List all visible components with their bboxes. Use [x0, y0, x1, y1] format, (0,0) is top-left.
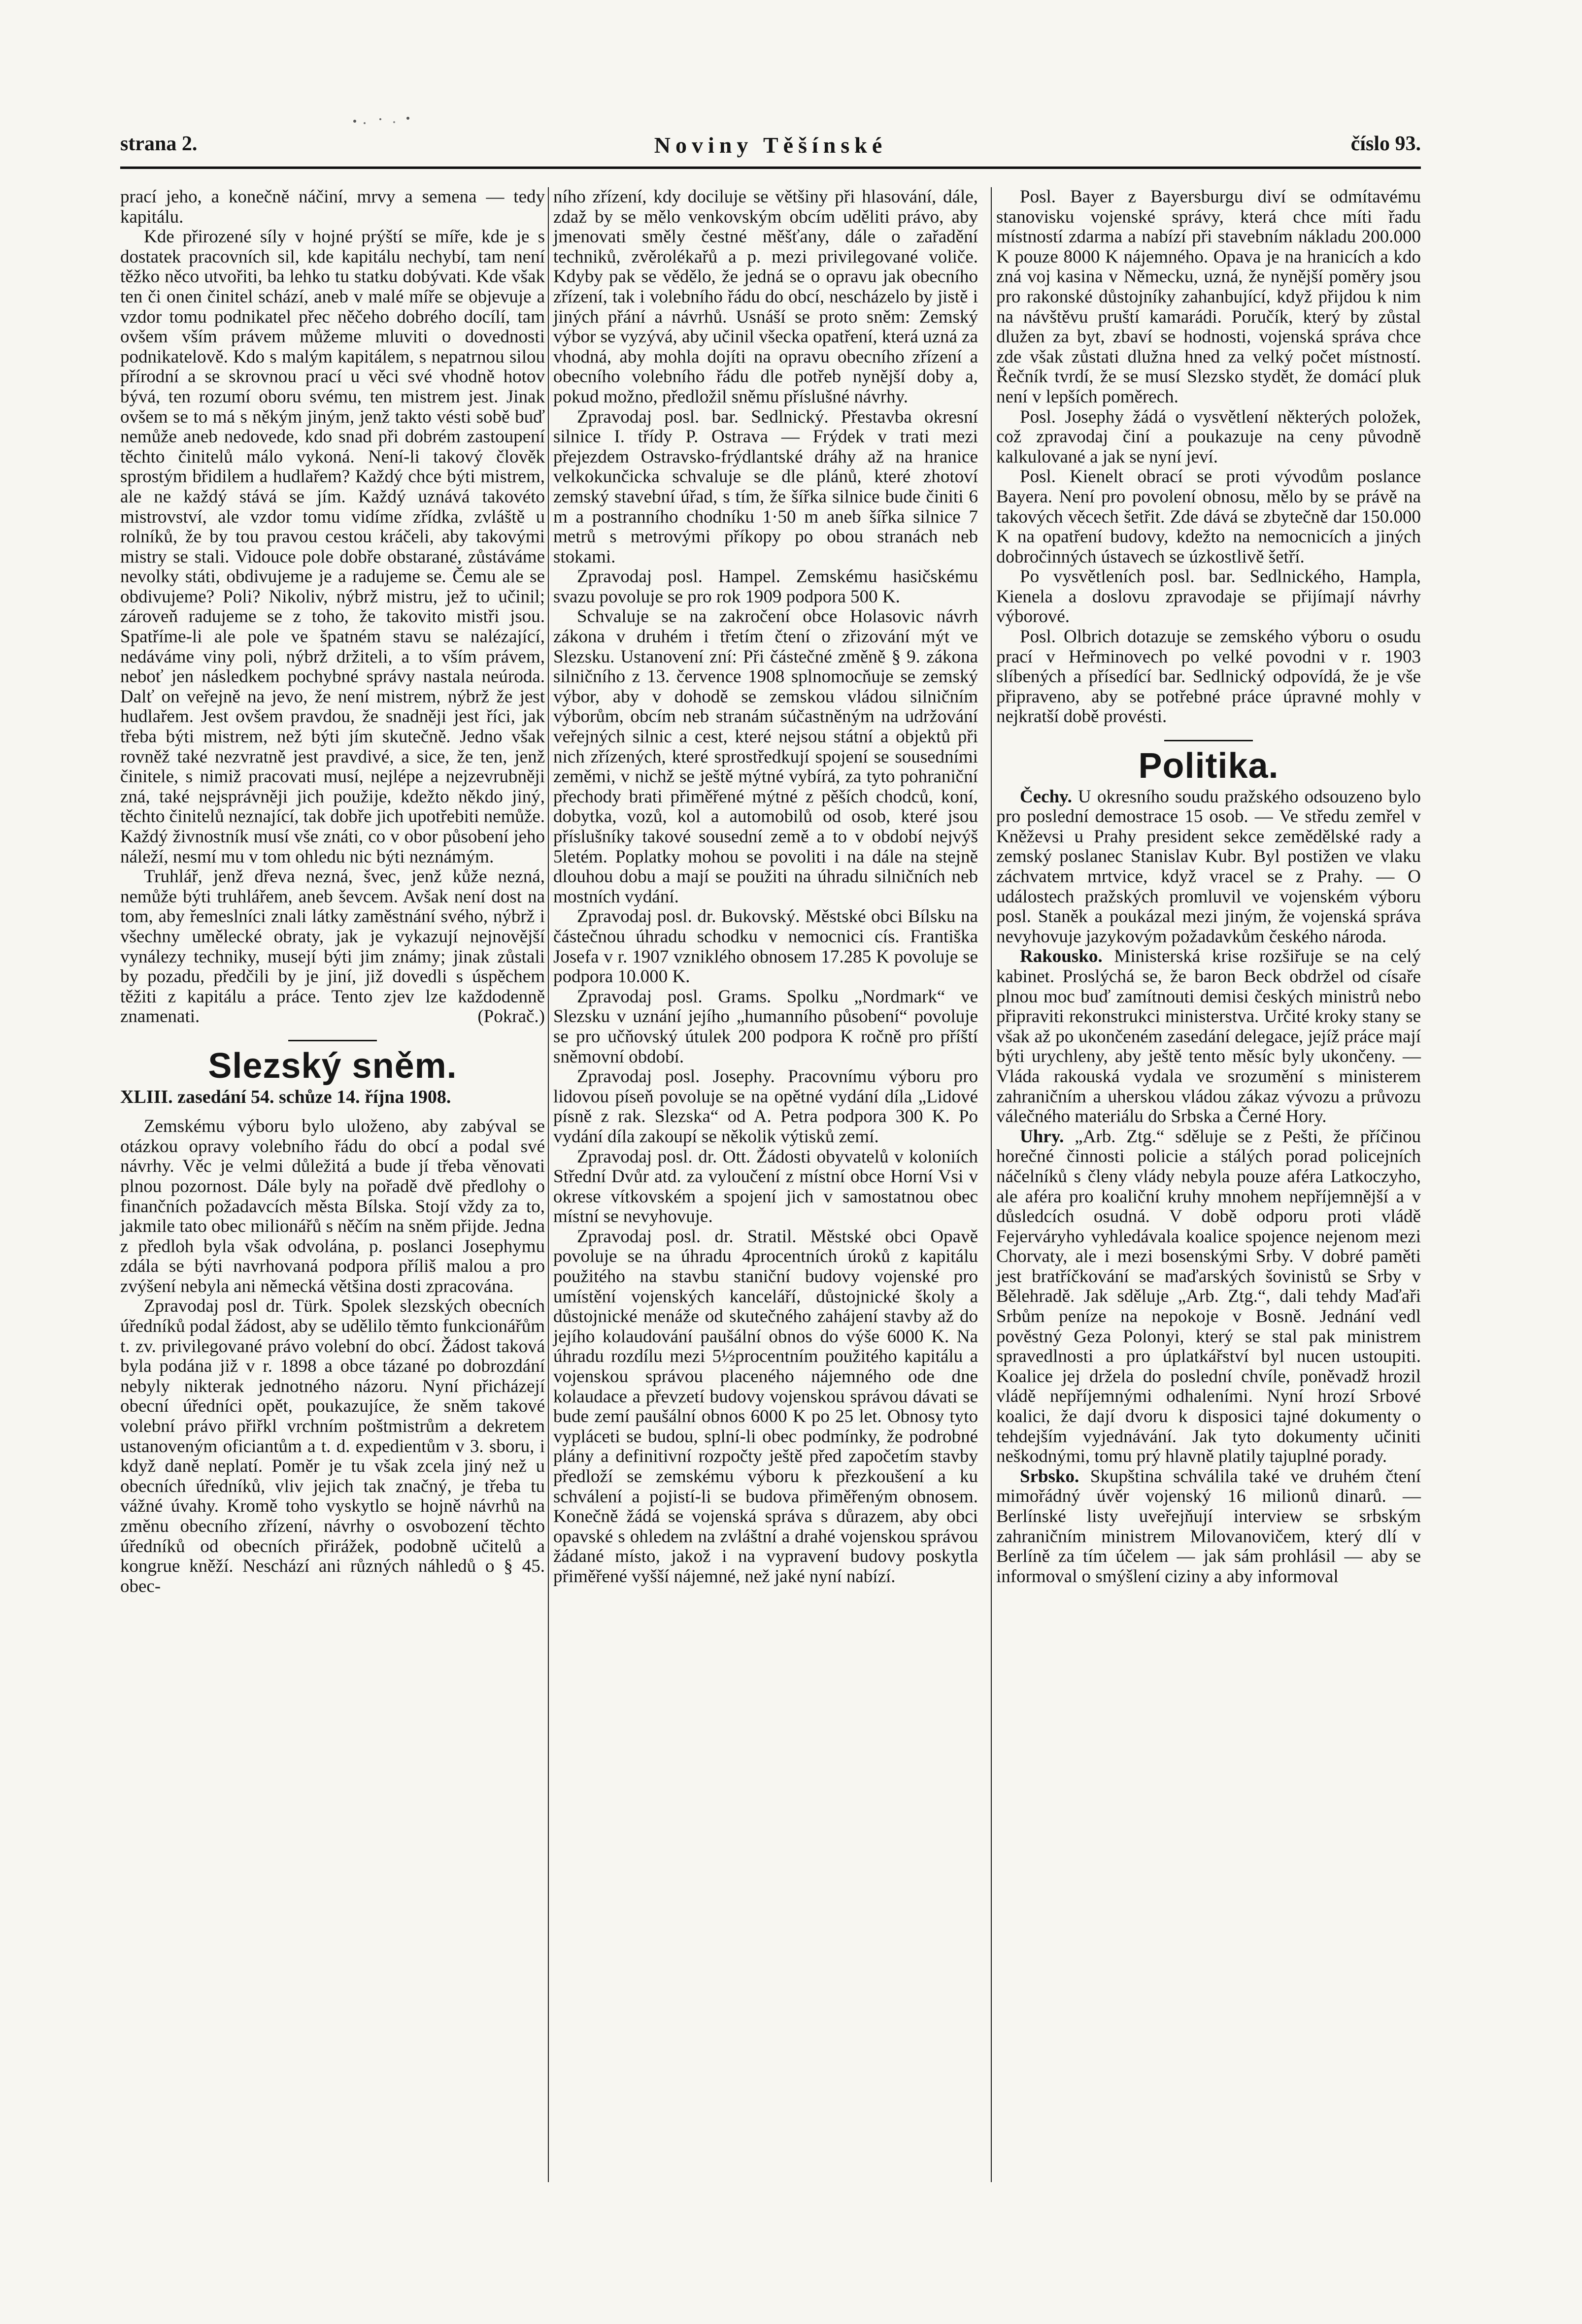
- continued-note: (Pokrač.): [477, 1006, 545, 1027]
- header-rule: [120, 166, 1421, 169]
- paragraph: Zpravodaj posl. bar. Sedlnický. Přestavba okresní silnice I. třídy P. Ostrava — Frýdek v trati mezi přejezdem Ostravsko-frýdlantské dráhy až na hranice velkokunčicka schvaluje se dle plánů, které zhotoví zemský stavební úřad, s tím, že šířka silnice bude činiti 6 m a postranního chodníku 1·50 m aneb šířka silnice 7 metrů s metrovými příkopy po obou stranách neb stokami.: [553, 406, 978, 567]
- paragraph: Posl. Olbrich dotazuje se zemského výboru o osudu prací v Heřminovech po velké povodni v r. 1903 slíbených a přísedící bar. Sedlnický odpovídá, že je vše připraveno, aby se potřebné práce úpravné mohly v nejkratší době provésti.: [996, 627, 1421, 727]
- news-text: Skupština schválila také ve druhém čtení mimořádný úvěr vojenský 16 milionů dinarů. — Berlínské listy uveřejňují interview se srbským zahraničním ministrem Milovanovičem, který dlí v Berlíně za tím účelem — jak sám prohlásil — aby se informoval o smýšlení ciziny a aby informoval: [996, 1466, 1421, 1587]
- news-item-uhry: [996, 1127, 1421, 1467]
- column-3: [996, 187, 1421, 1587]
- paragraph: prací jeho, a konečně náčiní, mrvy a semena — tedy kapitálu.: [120, 187, 545, 227]
- paragraph: Zpravodaj posl. dr. Stratil. Městské obci Opavě povoluje se na úhradu 4procentních úroků z kapitálu použitého na stavbu staniční budovy vojenské pro umístění vojenských kanceláří, důstojnické školy a důstojnické menáže od skutečného zahájení stavby až do jejího kolaudování paušální obnos do výše 6000 K. Na úhradu rozdílu mezi 5½procentním použitého kapitálu a vojenskou správou placeného nájemného ode dne kolaudace a převzetí budovy vojenskou správou dávati se bude zemí paušální obnos 6000 K po 25 let. Obnosy tyto vypláceti se budou, splní-li obec podmínky, že podrobné plány a definitivní rozpočty ještě před započetím stavby předloží se zemskému výboru k přezkoušení a ku schválení a pojistí-li se budova přiměřeným obnosem. Konečně žádá se vojenská správa s důrazem, aby obci opavské s ohledem na zvláštní a drahé vojenskou správou žádané místo, jakož i na vypravení budovy poskytla přiměřené vyšší nájemné, než jaké nyní nabízí.: [553, 1226, 978, 1587]
- news-item-rakousko: [996, 947, 1421, 1127]
- ink-blot-graphic: [345, 112, 419, 127]
- paragraph: Posl. Kienelt obrací se proti vývodům poslance Bayera. Není pro povolení obnosu, mělo by se právě na takových věcech šetřit. Zde dává se zbytečně dar 150.000 K na opatření budovy, kdežto na nemocnicích a jiných dobročinných ústavech se úzkostlivě šetří.: [996, 466, 1421, 567]
- ink-blot: [345, 112, 419, 127]
- paragraph: Po vysvětleních posl. bar. Sedlnického, Hampla, Kienela a doslovu zpravodaje se přijímají návrhy výborové.: [996, 566, 1421, 627]
- paragraph: Zpravodaj posl. Josephy. Pracovnímu výboru pro lidovou píseň povoluje se na opětné vydání díla „Lidové písně z rak. Slezska“ od A. Petra podpora 300 K. Po vydání díla zakoupí se několik výtisků zemí.: [553, 1066, 978, 1147]
- news-text: „Arb. Ztg.“ sděluje se z Pešti, že příčinou horečné činnosti policie a stálých porad policejních náčelníků s členy vlády nebyla pouze aféra Latkoczyho, ale aféra pro koaliční kruhy mnohem nepříjemnější a v důsledcích osudná. V době odporu proti vládě Fejerváryho vyhledávala koalice spojence nejenom mezi Chorvaty, ale i mezi bosenskými Srby. V dobré paměti jest bratříčkování se maďarských šovinistů se Srby v Bělehradě. Jak sděluje „Arb. Ztg.“, dali tehdy Maďaři Srbům peníze na nepokoje v Bosně. Jednání vedl pověstný Geza Polonyi, který se stal pak ministrem spravedlnosti a pro úplatkářství byl nucen ustoupiti. Koalice jej držela do poslední chvíle, poněvadž hrozil vládě nepříjemnými odhaleními. Nyní hrozí Srbové koalici, že dají dvoru k disposici tajné dokumenty o tehdejším vyjednávání. Jak tyto dokumenty učiniti neškodnými, tomu prý hlavně platily tajuplné porady.: [996, 1126, 1421, 1467]
- paragraph: Kde přirozené síly v hojné prýští se míře, kde je s dostatek pracovních sil, kde kapitálu nechybí, tam není těžko něco utvořiti, ba lehko tu statku dobývati. Kde však ten či onen činitel schází, aneb v malé míře se objevuje a vzdor tomu podnikatel přec něčeho dobrého docílí, tam ovšem vším právem můžeme mluviti o dovednosti podnikatelově. Kdo s malým kapitálem, s nepatrnou silou přírodní a se skrovnou prací u věci své vhodně hotov bývá, ten rozumí oboru svému, ten mistrem jest. Jinak ovšem se to má s někým jiným, jenž takto vésti sobě buď nemůže aneb nedovede, kdo snad při dobrém zastoupení těchto činitelů málo vykoná. Není-li takový člověk sprostým břidilem a hudlařem? Každý chce býti mistrem, ale ne každý stává se jím. Každý uznává takovéto mistrovství, ale vzdor tomu vidíme zřídka, zvláště u rolníků, že by tou pravou cestou kráčeli, aby takovými mistry se stali. Vidouce pole dobře obstarané, zůstáváme nevolky státi, obdivujeme je a radujeme se. Čemu ale se obdivujeme? Poli? Nikoliv, nýbrž mistru, jež to učinil; zároveň radujeme se z toho, že takovito mistři jsou. Spatříme-li ale pole ve špatném stavu se nalézající, nedáváme viny poli, nýbrž držiteli, a to vším právem, neboť jen následkem pochybné správy nastala neúroda. Dalť on veřejně na jevo, že není mistrem, nýbrž že jest hudlařem. Jest ovšem pravdou, že snadněji jest říci, jak třeba býti mistrem, než býti jím skutečně. Jedno však rovněž také nezvratně jest pravdivé, a sice, že ten, jenž činitele, s nimiž pracovati musí, nejlépe a nejzevrubněji zná, také nejsprávněji jich použije, kdežto někdo jiný, těchto činitelů neznající, tak dobře jich upotřebiti nemůže. Každý živnostník musí vše znáti, co v obor působení jeho náleží, nesmí mu v tom ohledu nic býti neznámým.: [120, 227, 545, 867]
- section-title-politika: Politika.: [1138, 746, 1279, 786]
- paragraph: Zpravodaj posl dr. Türk. Spolek slezských obecních úředníků podal žádost, aby se udělilo těmto funkcionářům t. zv. privilegované právo volební do obcí. Žádost taková byla podána již v r. 1898 a obce tázané po dobrozdání nebyly nikterak jednotného názoru. Nyní přicházejí obecní úředníci opět, poukazujíce, že sněm takové volební právo přiřkl vrchním poštmistrům a dekretem ustanoveným oficiantům a t. d. expedientům v 3. sboru, i když daně neplatí. Poměr je tu však zcela jiný než u obecních úředníků, vliv jejich tak značný, je třeba tu vážné úvahy. Kromě toho vyskytlo se hojně návrhů na změnu obecního zřízení, návrhy o osvobození těchto úředníků od obecních přirážek, podobně učitelů a kongrue kněží. Neschází ani různých náhledů o § 45. obec-: [120, 1296, 545, 1596]
- separator: [1164, 740, 1253, 741]
- news-item-srbsko: [996, 1467, 1421, 1587]
- column-1: [120, 187, 545, 1596]
- paragraph: [120, 867, 545, 1027]
- country-label: Čechy.: [1020, 786, 1072, 807]
- column-2: [553, 187, 978, 1587]
- paragraph: Zpravodaj posl. dr. Ott. Žádosti obyvatelů v koloniích Střední Dvůr atd. za vyloučení z místní obce Horní Vsi v okrese vítkovském a spojení jich v samostatnou obec místní se nevyhovuje.: [553, 1146, 978, 1227]
- news-item-cechy: [996, 787, 1421, 947]
- column-divider: [991, 187, 992, 2182]
- page-header: [120, 132, 1421, 162]
- paragraph: ního zřízení, kdy dociluje se většiny při hlasování, dále, zdaž by se mělo venkovským obcím uděliti právo, aby jmenovati směly čestné měšťany, dále o zařadění techniků, zvěrolékařů a p. mezi privilegované voliče. Kdyby pak se vědělo, že jedná se o opravu jak obecního zřízení, tak i volebního řádu do obcí, nescházelo by jistě i jiných přání a návrhů. Usnáší se proto sněm: Zemský výbor se vyzývá, aby učinil všecka opatření, která uzná za vhodná, aby mohla dojíti na opravu obecního zřízení a obecního volebního řádu dle potřeb nynější doby a, pokud možno, předložil sněmu příslušné návrhy.: [553, 187, 978, 407]
- page-number: strana 2.: [120, 133, 198, 155]
- separator: [288, 1040, 377, 1041]
- country-label: Uhry.: [1020, 1126, 1064, 1147]
- paragraph: Posl. Josephy žádá o vysvětlení některých položek, což zpravodaj činí a poukazuje na ceny původně kalkulované a jak se nyní jeví.: [996, 406, 1421, 467]
- session-line: XLIII. zasedání 54. schůze 14. října 1908.: [120, 1086, 451, 1107]
- paragraph-text: Truhlář, jenž dřeva nezná, švec, jenž kůže nezná, nemůže býti truhlářem, aneb ševcem. Avšak není dost na tom, aby řemeslníci znali látky zaměstnání svého, nýbrž i všechny umělecké obraty, jak je vykazují nejnovější vynálezy techniky, musejí býti jim známy; jinak zůstali by pozadu, předčili by je jiní, již dovedli s úspěchem těžiti z kapitálu a práce. Tento zjev lze každodenně znamenati.: [120, 866, 545, 1027]
- column-divider: [548, 187, 549, 2182]
- issue-number: číslo 93.: [1350, 133, 1421, 155]
- paragraph: Zpravodaj posl. Grams. Spolku „Nordmark“ ve Slezsku v uznání jejího „humanního působení“ povoluje se pro učňovský útulek 200 podpora K ročně pro příští sněmovní období.: [553, 986, 978, 1067]
- section-title-slezsky-snem: Slezský sněm.: [208, 1046, 457, 1086]
- paragraph: Zpravodaj posl. dr. Bukovský. Městské obci Bílsku na částečnou úhradu schodku v nemocnici cís. Františka Josefa v r. 1907 vzniklého obnosem 17.285 K povoluje se podpora 10.000 K.: [553, 906, 978, 987]
- news-text: U okresního soudu pražského odsouzeno bylo pro poslední demostrace 15 osob. — Ve středu zemřel v Kněževsi u Prahy president sekce zemědělské rady a zemský poslanec Stanislav Kubr. Byl postižen ve vlaku záchvatem mrtvice, když vracel se z Prahy. — O událostech pražských promluvil ve vojenském výboru posl. Staněk a poukázal mezi jiným, že vojenská správa nevyhovuje jazykovým požadavkům českého národa.: [996, 786, 1421, 947]
- country-label: Rakousko.: [1020, 946, 1103, 967]
- paragraph: Schvaluje se na zakročení obce Holasovic návrh zákona v druhém i třetím čtení o zřizování mýt ve Slezsku. Ustanovení zní: Při částečné změně § 9. zákona silničního z 13. července 1908 splnomocňuje se zemský výbor, aby v dohodě se zemskou vládou silničním výborům, obcím neb stranám súčastněným na udržování veřejných silnic a cest, které nejsou státní a objektů při nich zřízených, které sprostředkují spojení se sousedními zeměmi, v nichž se ještě mýtné vybírá, za tyto pohraniční přechody brati přiměřené mýtné z pěších chodců, koní, dobytka, vozů, kol a automobilů od osob, které jsou příslušníky takové sousední země a to v období nejvýš 5letém. Poplatky mohou se povoliti i na dále na stejně dlouhou dobu a mají se použiti na úhradu silničních neb mostních vydání.: [553, 606, 978, 907]
- paragraph: Zpravodaj posl. Hampel. Zemskému hasičskému svazu povoluje se pro rok 1909 podpora 500 K.: [553, 566, 978, 607]
- newspaper-title: Noviny Těšínské: [654, 133, 887, 158]
- paragraph: Zemskému výboru bylo uloženo, aby zabýval se otázkou opravy volebního řádu do obcí a podal své návrhy. Věc je velmi důležitá a bude jí třeba věnovati plnou pozornost. Dále byly na pořadě dvě předlohy o finančních požadavcích města Bílska. Stojí vždy za to, jakmile tato obec milionářů s něčím na sněm přijde. Jedna z předloh byla však odvolána, p. poslanci Josephymu zdála se býti navrhovaná podpora příliš malou a pro zvýšení nebyla ani německá většina dosti zpracována.: [120, 1116, 545, 1296]
- country-label: Srbsko.: [1020, 1466, 1079, 1487]
- news-text: Ministerská krise rozšiřuje se na celý kabinet. Proslýchá se, že baron Beck obdržel od císaře plnou moc buď zamítnouti demisi českých ministrů nebo připraviti rekonstrukci ministerstva. Určité kroky stany se však až po ukončeném zasedání delegace, jejíž práce mají býti urychleny, aby ještě tento měsíc byly ukončeny. — Vláda rakouská vydala ve srozumění s ministerem zahraničním a uherskou vládou zákaz vývozu a průvozu válečného materiálu do Srbska a Černé Hory.: [996, 946, 1421, 1127]
- paragraph: Posl. Bayer z Bayersburgu diví se odmítavému stanovisku vojenské správy, která chce míti řadu místností zdarma a nabízí při stavebním nákladu 200.000 K pouze 8000 K nájemného. Opava je na hranicích a kdo zná voj kasina v Německu, uzná, že nynější poměry jsou pro rakonské důstojníky zahanbující, když přijdou k nim na návštěvu pruští kamarádi. Poručík, který by zůstal dlužen za byt, zbaví se hodnosti, vojenská správa chce zde však zůstati dlužna hned za velký počet místností. Řečník tvrdí, že se musí Slezsko stydět, že domácí pluk není v lepších poměrech.: [996, 187, 1421, 407]
